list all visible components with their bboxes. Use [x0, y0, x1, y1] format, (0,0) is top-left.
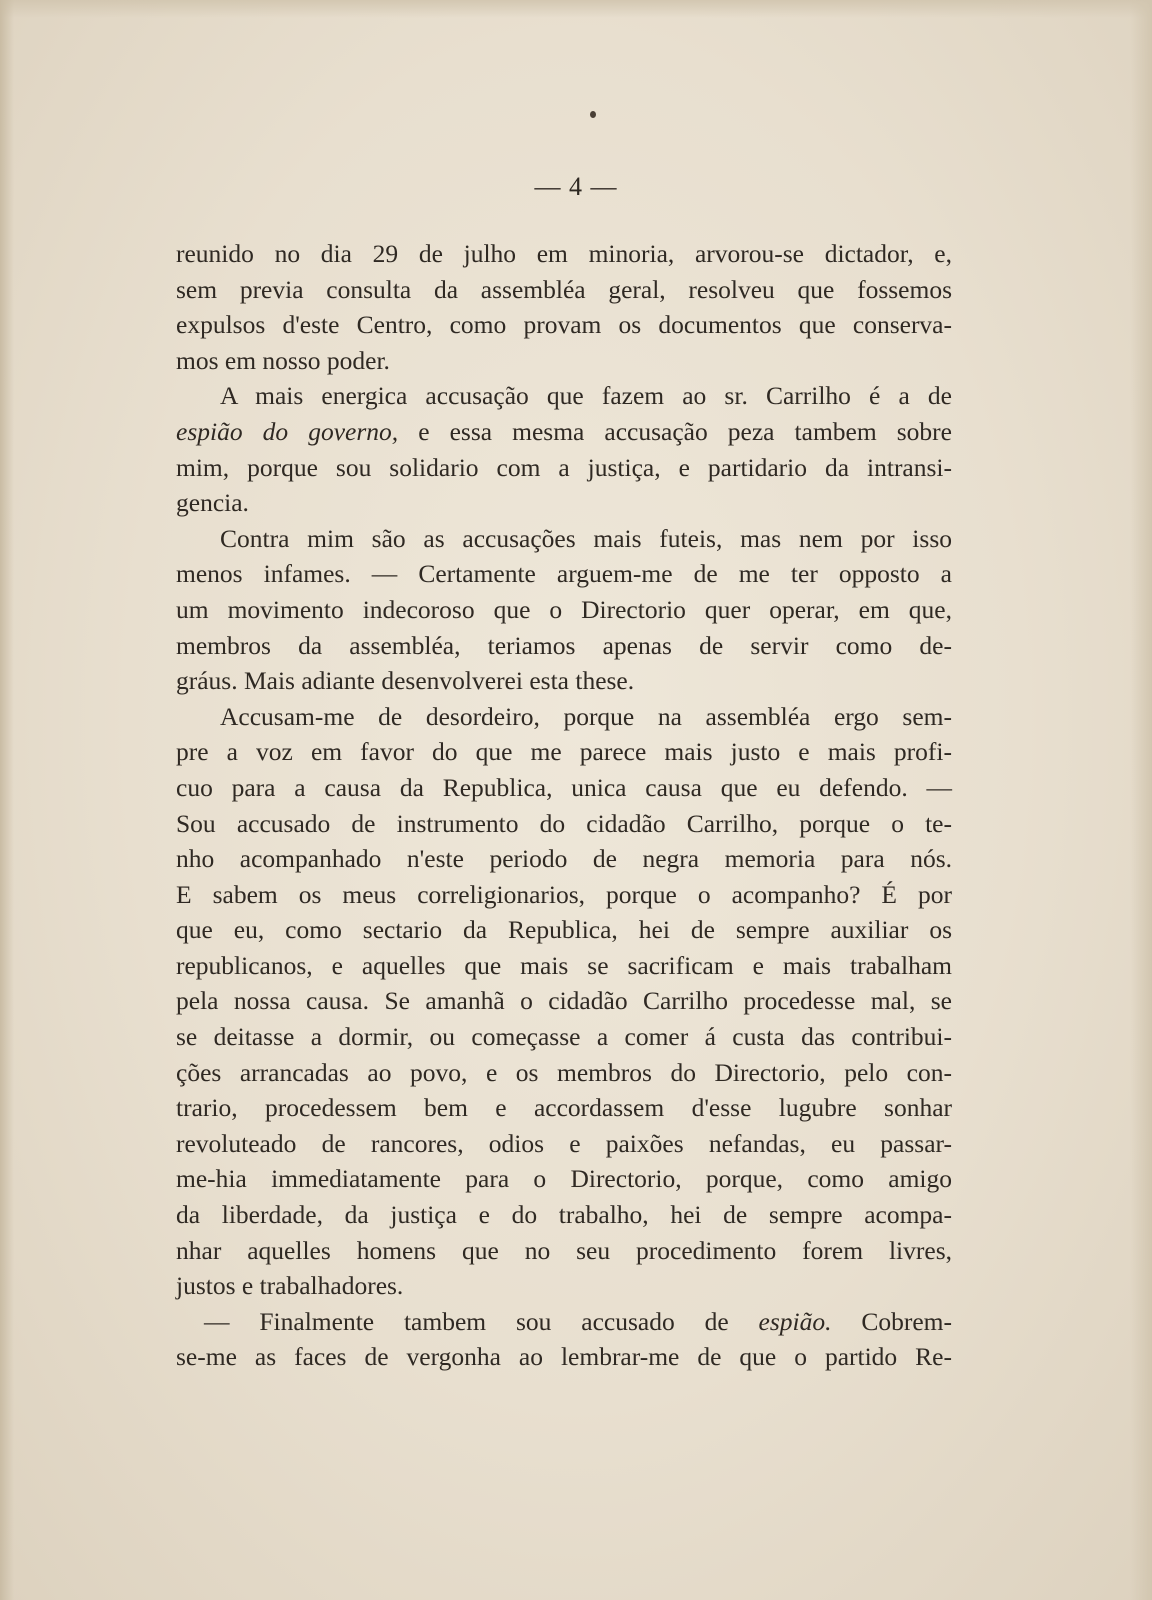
paragraph-first-line [176, 1304, 952, 1340]
text-line: trario, procedessem bem e accordassem d'esse lugubre sonhar [176, 1093, 952, 1123]
text-line: mim, porque sou solidario com a justiça, e partidario da intransi- [176, 452, 952, 482]
text-line: da liberdade, da justiça e do trabalho, hei de sempre acompa- [176, 1200, 952, 1230]
text-line: gencia. [176, 488, 249, 518]
text-line: que eu, como sectario da Republica, hei de sempre auxiliar os [176, 915, 952, 945]
text-line: me-hia immediatamente para o Directorio, porque, como amigo [176, 1164, 952, 1194]
text-line: E sabem os meus correligionarios, porque o acompanho? É por [176, 879, 952, 909]
paper-edge-top [0, 0, 1152, 18]
text-line: nho acompanhado n'este periodo de negra memoria para nós. [176, 844, 952, 874]
text-line: cuo para a causa da Republica, unica causa que eu defendo. — [176, 772, 952, 802]
page-number: — 4 — [534, 172, 618, 201]
paragraph-first-line: Accusam-me de desordeiro, porque na assembléa ergo sem- [220, 701, 952, 731]
text-line: sem previa consulta da assembléa geral, resolveu que fossemos [176, 274, 952, 304]
text-line: republicanos, e aquelles que mais se sacrificam e mais trabalham [176, 950, 952, 980]
text-run: Cobrem- [831, 1306, 952, 1336]
text-line: se deitasse a dormir, ou começasse a comer á custa das contribui- [176, 1022, 952, 1052]
text-line [176, 414, 952, 450]
text-line: mos em nosso poder. [176, 345, 390, 375]
text-line: revoluteado de rancores, odios e paixões nefandas, eu passar- [176, 1128, 952, 1158]
text-line: nhar aquelles homens que no seu procedimento forem livres, [176, 1235, 952, 1265]
text-line: expulsos d'este Centro, como provam os documentos que conserva- [176, 310, 952, 340]
paper-edge-right [1130, 0, 1152, 1600]
emphasis-text: espião. [758, 1306, 832, 1336]
emphasis-text: espião do governo, [176, 416, 399, 446]
text-line: menos infames. — Certamente arguem-me de me ter opposto a [176, 559, 952, 589]
text-run: — Finalmente tambem sou accusado de [204, 1306, 759, 1336]
text-line: ções arrancadas ao povo, e os membros do Directorio, pelo con- [176, 1057, 952, 1087]
text-line: justos e trabalhadores. [176, 1271, 404, 1301]
ink-speck [590, 111, 596, 118]
body-text [176, 236, 952, 1375]
text-line: membros da assembléa, teriamos apenas de servir como de- [176, 630, 952, 660]
text-run: e essa mesma accusação peza tambem sobre [398, 416, 952, 446]
paper-edge-left [0, 0, 14, 1600]
text-line: Sou accusado de instrumento do cidadão Carrilho, porque o te- [176, 808, 952, 838]
text-line: um movimento indecoroso que o Directorio quer operar, em que, [176, 594, 952, 624]
text-line: pela nossa causa. Se amanhã o cidadão Carrilho procedesse mal, se [176, 986, 952, 1016]
text-line: se-me as faces de vergonha ao lembrar-me de que o partido Re- [176, 1342, 952, 1372]
text-line: pre a voz em favor do que me parece mais justo e mais profi- [176, 737, 952, 767]
text-line: gráus. Mais adiante desenvolverei esta these. [176, 666, 635, 696]
text-line: reunido no dia 29 de julho em minoria, arvorou-se dictador, e, [176, 239, 952, 268]
paragraph-first-line: A mais energica accusação que fazem ao sr. Carrilho é a de [220, 381, 952, 411]
paragraph-first-line: Contra mim são as accusações mais futeis, mas nem por isso [220, 523, 952, 553]
